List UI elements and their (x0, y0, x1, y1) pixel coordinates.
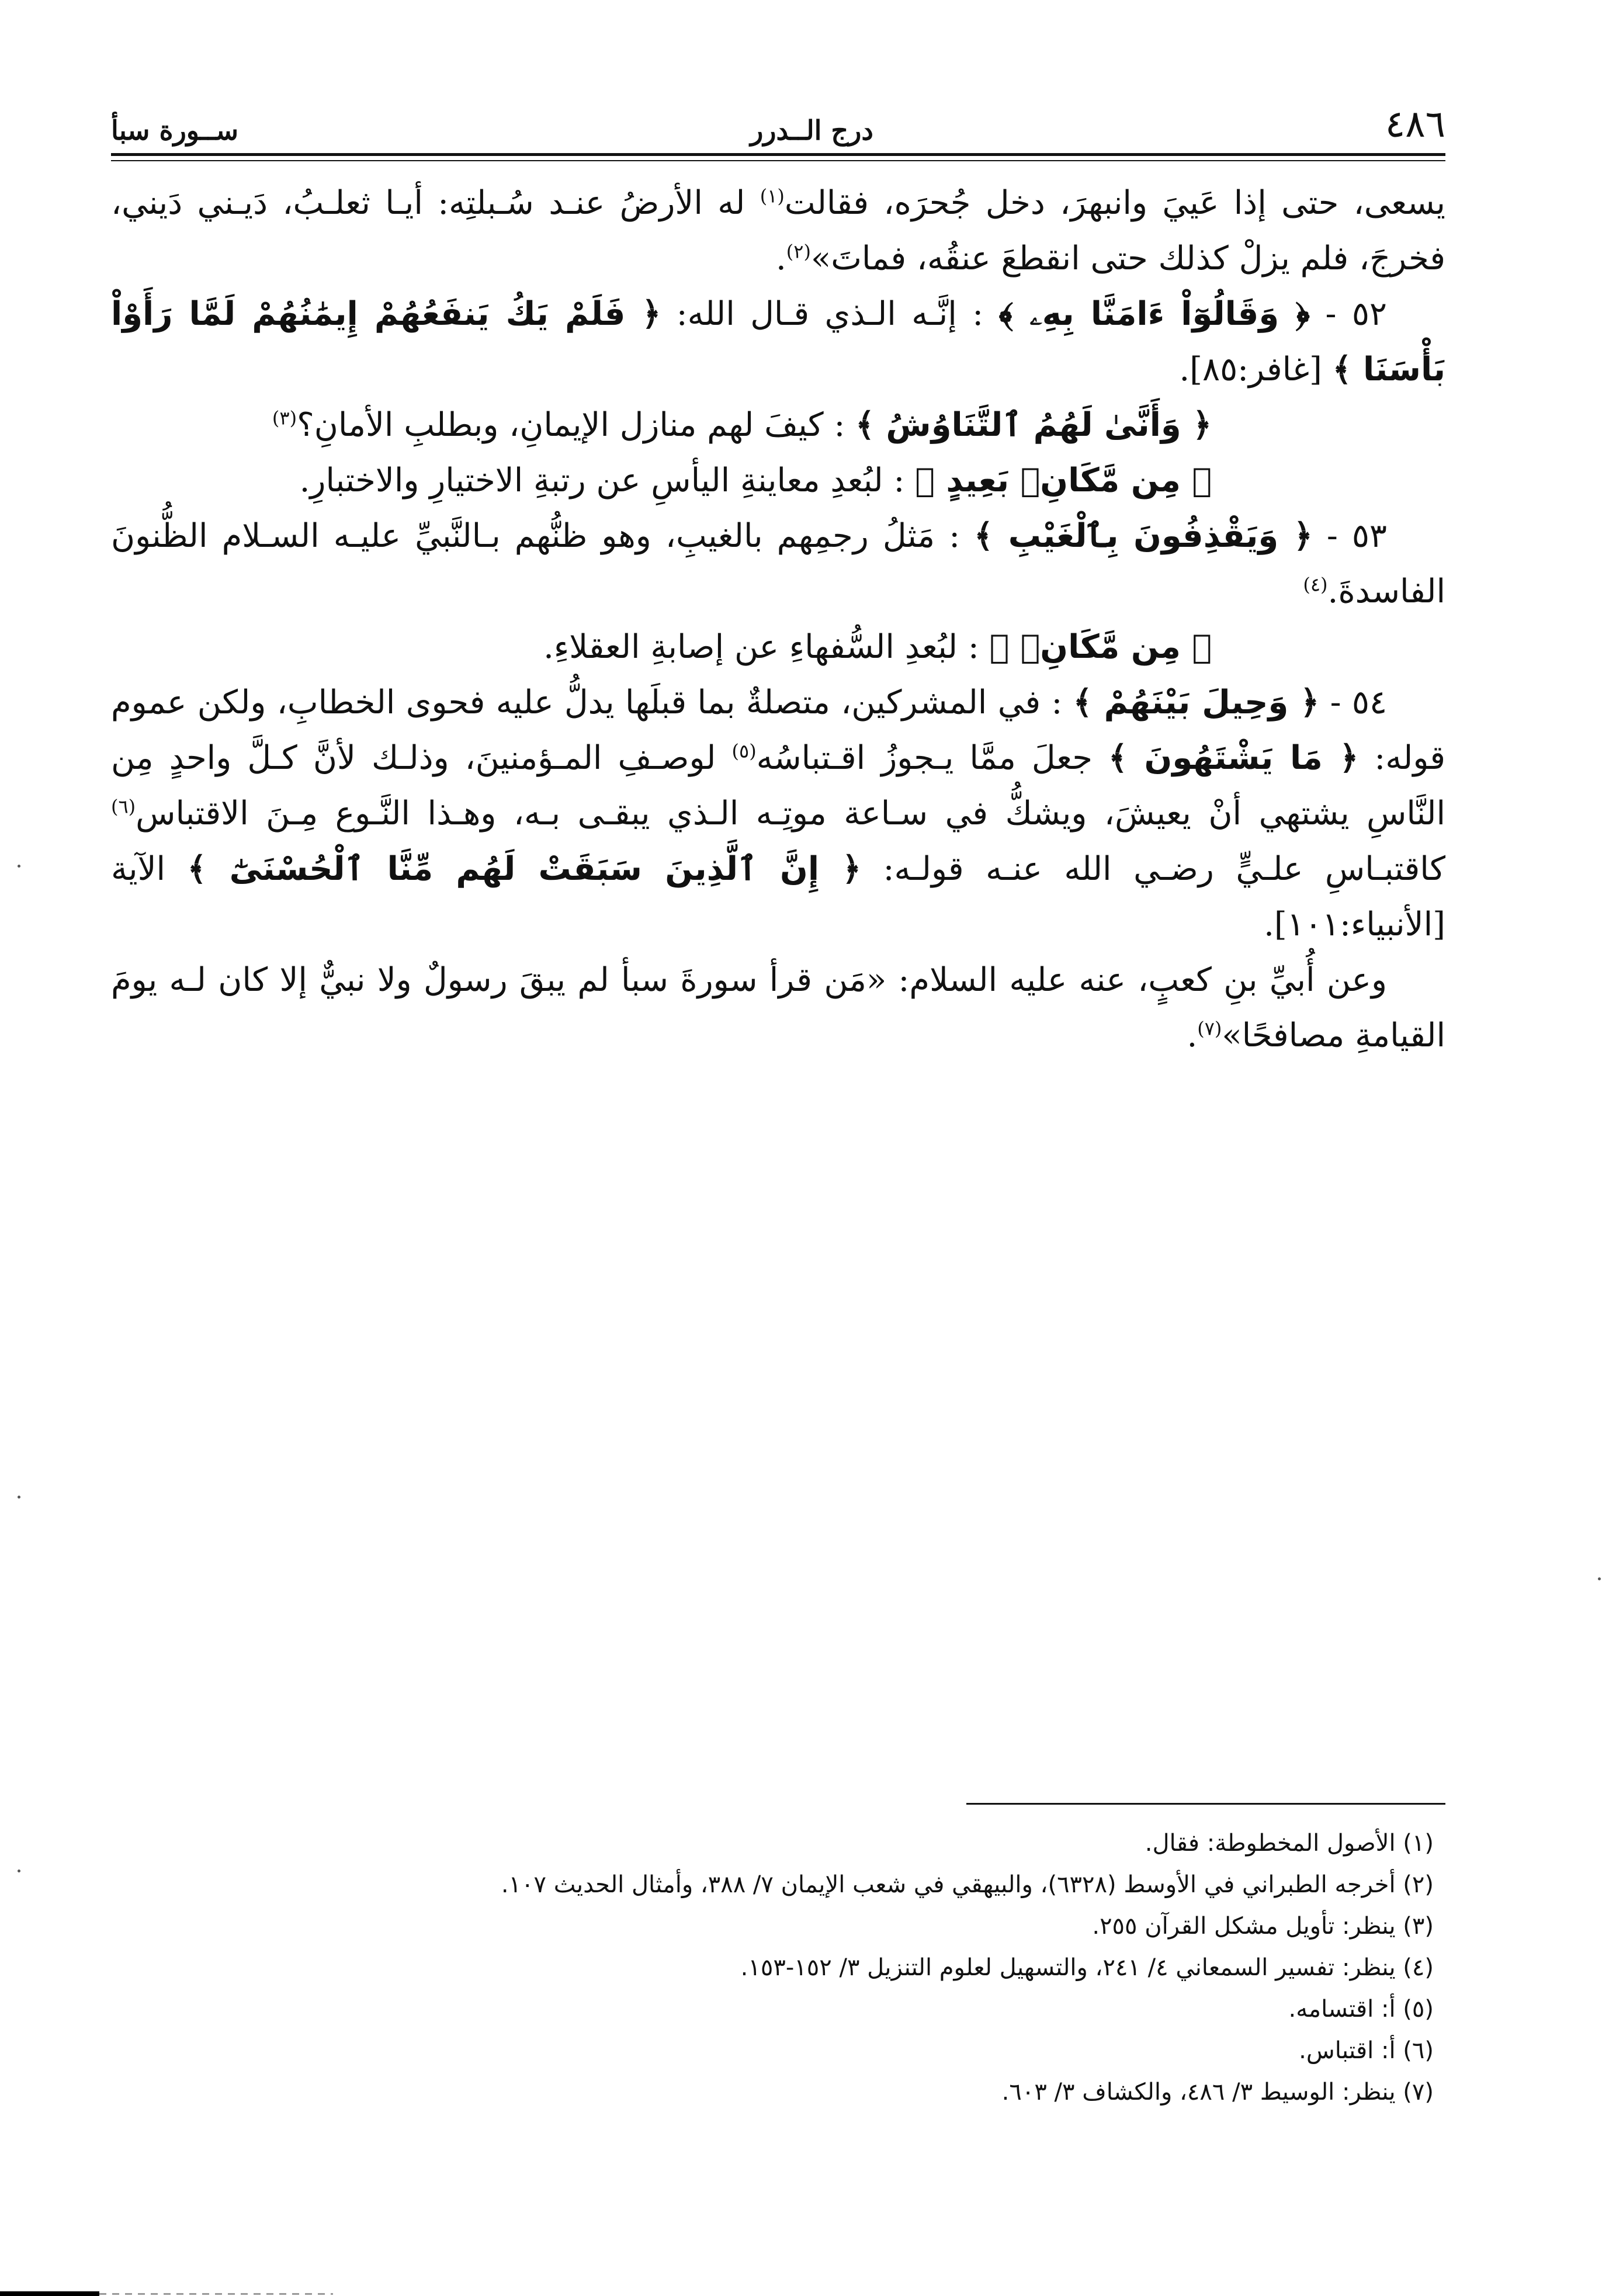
header-rule-thick (111, 153, 1445, 156)
text-run: [غافر:٨٥]. (1179, 351, 1333, 389)
paragraph-verse-53 (111, 508, 1445, 619)
scan-speck (18, 1496, 20, 1499)
text-run: له الأرضُ عنـد سُـبلتِه: أيـا ثعلـبُ، دَيـني دَيني، فخرجَ، فلم يزلْ كذلك حتى انقطعَ عنقُه، فماتَ» (111, 184, 1445, 278)
footnote-2: (٢) أخرجه الطبراني في الأوسط (٦٣٢٨)، والبيهقي في شعب الإيمان ٧/ ٣٨٨، وأمثال الحديث ١٠٧. (501, 1871, 1434, 1898)
scan-edge-dashes (99, 2293, 333, 2295)
footnote-ref: (٤) (1303, 573, 1328, 596)
quran-quote: ﴿ وَيَقْذِفُونَ بِٱلْغَيْبِ ﴾ (974, 517, 1313, 555)
text-run: . (1187, 1017, 1198, 1055)
text-run: كاقتبـاسِ علـيٍّ رضـي الله عنـه قولـه: (861, 850, 1445, 888)
paragraph-hadith (111, 952, 1445, 1063)
text-run: ٥٣ - (1312, 517, 1387, 555)
paragraph-verse-52 (111, 286, 1445, 397)
paragraph-tanawush (111, 397, 1445, 453)
sura-title: ســورة سبأ (111, 115, 239, 146)
quran-quote: ﴿ وَحِيلَ بَيْنَهُمْ ﴾ (1073, 684, 1320, 722)
text-run: جعلَ ممَّا يـجوزُ اقـتباسُه (756, 739, 1108, 777)
quran-quote: ﴿ فَلَمْ يَكُ يَنفَعُهُمْ إِيمَٰنُهُمْ لَمَّا رَأَوْاْ بَأْسَنَا ﴾ (111, 295, 1445, 389)
footnotes (111, 1823, 1445, 2113)
quran-quote: ﴿ مِن مَّكَانِۭ ﴾ (989, 628, 1212, 666)
text-run: : لبُعدِ معاينةِ اليأسِ عن رتبةِ الاختيارِ والاختبارِ. (299, 462, 916, 500)
text-run: : كيفَ لهم منازل الإيمانِ، وبطلبِ الأمانِ؟ (297, 406, 856, 444)
paragraph-makan-baid (111, 453, 1445, 508)
running-header (111, 93, 1445, 146)
footnote-ref: (٥) (731, 740, 757, 762)
scan-speck (18, 865, 20, 868)
footnote-5: (٥) أ: اقتسامه. (1288, 1996, 1434, 2023)
footnote-4: (٤) ينظر: تفسير السمعاني ٤/ ٢٤١، والتسهيل لعلوم التنزيل ٣/ ١٥٢-١٥٣. (740, 1954, 1434, 1981)
paragraph-makan (111, 619, 1445, 675)
footnote-ref: (٦) (111, 795, 136, 818)
book-title: درج الــدرر (750, 115, 873, 146)
scan-edge-mark (0, 2291, 99, 2296)
header-rule-thin (111, 160, 1445, 161)
footnote-ref: (٢) (786, 240, 811, 263)
main-text (111, 175, 1445, 1063)
footnote-separator (966, 1803, 1445, 1805)
text-run: : مَثلُ رجمِهم بالغيبِ، وهو ظنُّهم بـالنَّبيِّ عليـه السـلام الظُّنونَ الفاسدةَ. (111, 517, 1445, 611)
scan-speck (1598, 1577, 1601, 1580)
text-run: لوصـفِ المـؤمنينَ، وذلـك لأنَّ كـلَّ واحدٍ مِن النَّاسِ يشتهي أنْ يعيشَ، ويشكُّ في سـاعة موتِـه الـذي يبقـى بـه، وهـذا النَّـوع مِـنَ الاقتباس (111, 739, 1446, 833)
footnote-7: (٧) ينظر: الوسيط ٣/ ٤٨٦، والكشاف ٣/ ٦٠٣. (1001, 2079, 1434, 2106)
text-run: الآية [الأنبياء:١٠١]. (111, 850, 1445, 944)
footnote-ref: (١) (760, 185, 785, 207)
scan-speck (18, 1870, 20, 1872)
quran-quote: ﴿ وَقَالُوٓاْ ءَامَنَّا بِهِۦ ﴾ (998, 295, 1310, 333)
text-run: : إنَّـه الـذي قـال الله: (661, 295, 999, 333)
footnote-3: (٣) ينظر: تأويل مشكل القرآن ٢٥٥. (1092, 1913, 1434, 1940)
text-run: يسعى، حتى إذا عَييَ وانبهرَ، دخل جُحرَه، فقالت (784, 184, 1445, 222)
quran-quote: ﴿ مِن مَّكَانِۭ بَعِيدٍ ﴾ (915, 462, 1212, 500)
footnote-ref: (٧) (1197, 1017, 1222, 1040)
paragraph-1 (111, 175, 1445, 286)
quran-quote: ﴿ مَا يَشْتَهُونَ ﴾ (1108, 739, 1359, 777)
paragraph-verse-54 (111, 675, 1445, 952)
quran-quote: ﴿ إِنَّ ٱلَّذِينَ سَبَقَتْ لَهُم مِّنَّا ٱلْحُسْنَىٰٓ ﴾ (187, 850, 862, 888)
text-run: . (775, 240, 786, 278)
footnote-ref: (٣) (272, 407, 297, 429)
text-run: ٥٢ - (1310, 295, 1387, 333)
text-run: وعن أُبيِّ بنِ كعبٍ، عنه عليه السلام: «مَن قرأ سورةَ سبأ لم يبقَ رسولٌ ولا نبيٌّ إلا كان لـه يومَ القيامةِ مصافحًا» (111, 961, 1445, 1055)
footnote-1: (١) الأصول المخطوطة: فقال. (1145, 1830, 1434, 1857)
text-run: : في المشركين، متصلةٌ بما قبلَها يدلُّ عليه فحوى الخطابِ، ولكن عموم قوله: (111, 684, 1446, 777)
page-number: ٤٨٦ (1385, 103, 1445, 146)
text-run: : لبُعدِ السُّفهاءِ عن إصابةِ العقلاءِ. (543, 628, 990, 666)
quran-quote: ﴿ وَأَنَّىٰ لَهُمُ ٱلتَّنَاوُشُ ﴾ (855, 406, 1212, 444)
footnote-6: (٦) أ: اقتباس. (1299, 2037, 1434, 2064)
text-run: ٥٤ - (1319, 684, 1388, 722)
